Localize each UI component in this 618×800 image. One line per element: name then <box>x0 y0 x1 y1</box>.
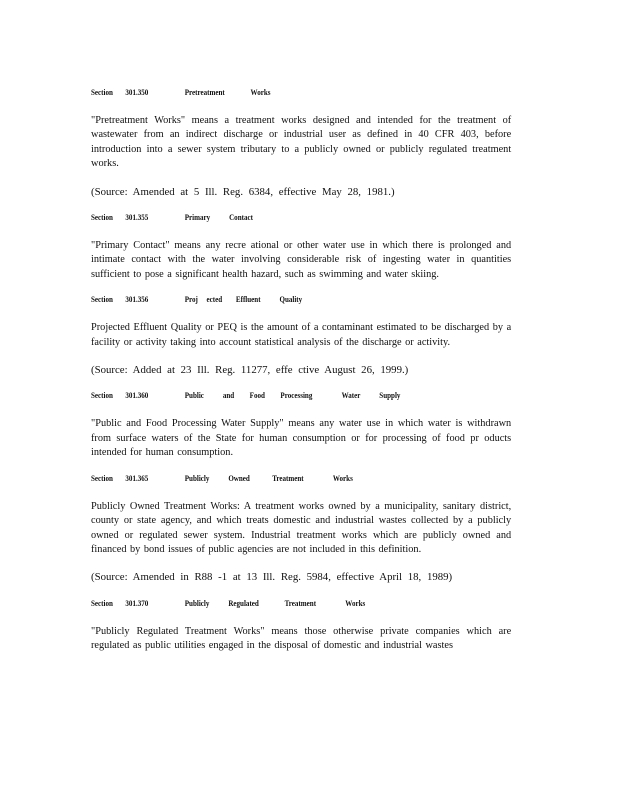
section-title-word: Proj <box>184 295 198 305</box>
section-label: Section <box>91 88 113 97</box>
section-source-note: (Source: Added at 23 Ill. Reg. 11277, effe ctive August 26, 1999.) <box>91 364 409 377</box>
section-title-word: Effluent <box>235 295 261 305</box>
section-heading <box>91 88 458 98</box>
section-label: Section <box>91 391 113 401</box>
section-title-word: Processing <box>280 391 313 401</box>
section-title-word: Works <box>332 473 353 483</box>
section-source-note: (Source: Amended at 5 Ill. Reg. 6384, effective May 28, 1981.) <box>91 185 395 198</box>
section-number: 301.360 <box>125 391 149 401</box>
section-title-word: Quality <box>279 295 303 305</box>
section-title-word: ected <box>206 295 223 305</box>
section-body: Projected Effluent Quality or PEQ is the amount of a contaminant estimated to be discharged by a facility or activity taking into account statistical analysis of the discharge or activity. <box>91 321 512 348</box>
section-title-word: Publicly <box>184 473 210 483</box>
section-title-word: and <box>222 391 235 401</box>
section-body: "Public and Food Processing Water Supply" means any water use in which water is withdrawn from surface waters of the State for human consumption or for processing of food pr oducts intended for human consumption. <box>91 417 512 459</box>
section-body: "Primary Contact" means any recre ational or other water use in which there is prolonged and intimate contact with the water involving considerable risk of ingesting water in quantities sufficient to pose a significant health hazard, such as swimming and water skiing. <box>91 239 512 280</box>
section-title-word: Primary <box>184 213 211 223</box>
section-heading <box>91 391 458 401</box>
section-heading <box>91 295 458 305</box>
section-title-word: Contact <box>229 213 253 223</box>
section-title-word: Pretreatment <box>184 88 225 97</box>
section-title-word: Treatment <box>272 473 304 483</box>
section-heading <box>91 213 458 223</box>
section-title-word: Regulated <box>228 598 259 608</box>
section-title-word: Owned <box>228 473 250 483</box>
section-title-word: Food <box>249 391 265 401</box>
section-heading <box>91 474 458 484</box>
section-title-word: Treatment <box>284 598 317 608</box>
section-heading <box>91 599 458 609</box>
section-title-word: Works <box>345 598 366 608</box>
section-number: 301.365 <box>125 473 149 483</box>
section-number: 301.355 <box>125 213 149 223</box>
section-label: Section <box>91 598 113 608</box>
section-number: 301.356 <box>125 295 149 305</box>
section-title-word: Water <box>341 391 361 401</box>
section-label: Section <box>91 473 113 483</box>
section-number: 301.350 <box>125 88 149 97</box>
section-title-word: Public <box>184 391 204 401</box>
section-title-word: Publicly <box>184 598 210 608</box>
section-title-word: Supply <box>379 391 401 401</box>
section-body: Publicly Owned Treatment Works: A treatment works owned by a municipality, sanitary district, county or state agency, and which treats domestic and industrial wastes collected by a publicly owned or regulated sewer system. Industrial treatment works which are publicly owned and financed by bond issues of public agencies are not included in this definition. <box>91 499 512 555</box>
section-body: "Pretreatment Works" means a treatment works designed and intended for the treatment of wastewater from an indirect discharge or industrial user as defined in 40 CFR 403, before introduction into a sewer system tributary to a publicly owned or publicly regulated treatment works. <box>91 114 512 170</box>
section-number: 301.370 <box>125 598 149 608</box>
section-source-note: (Source: Amended in R88 -1 at 13 Ill. Reg. 5984, effective April 18, 1989) <box>91 571 453 584</box>
section-label: Section <box>91 213 113 223</box>
section-label: Section <box>91 295 113 305</box>
section-title-word: Works <box>250 88 271 97</box>
section-body: "Publicly Regulated Treatment Works" means those otherwise private companies which are regulated as public utilities engaged in the disposal of domestic and industrial wastes <box>91 624 512 652</box>
